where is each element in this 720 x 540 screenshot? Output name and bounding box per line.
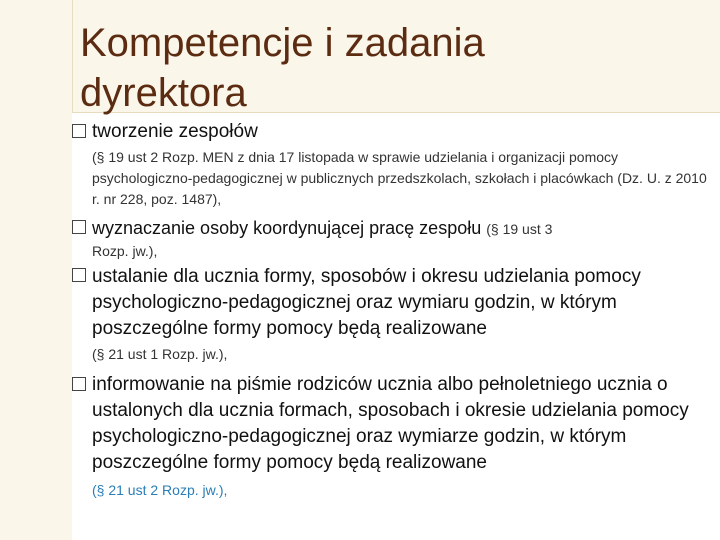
bullet-item-3-ref: (§ 21 ust 1 Rozp. jw.), (92, 346, 228, 362)
decorative-frame-line (72, 0, 73, 112)
slide-title-line-2: dyrektora (80, 71, 247, 115)
bullet-item-4 (72, 372, 708, 501)
bullet-item-2 (72, 216, 708, 262)
slide-title (80, 18, 700, 118)
bullet-item-3 (72, 264, 708, 365)
bullet-item-1-note: (§ 19 ust 2 Rozp. MEN z dnia 17 listopada w sprawie udzielania i organizacji pomocy psychologiczno-pedagogicznej w publicznych przedszkolach, szkołach i placówkach (Dz. U. z 2010 r. nr 228, poz. 1487), (92, 149, 707, 207)
bullet-item-1-text: tworzenie zespołów (92, 121, 258, 142)
checkbox-bullet-icon (72, 268, 86, 282)
bullet-item-4-text: informowanie na piśmie rodziców ucznia albo pełnoletniego ucznia o ustalonych dla ucznia formach, sposobach i okresie udzielania pomocy psychologiczno-pedagogicznej oraz wymiarze godzin, w którym poszczególne formy pomocy będą realizowane (92, 374, 689, 473)
checkbox-bullet-icon (72, 124, 86, 138)
checkbox-bullet-icon (72, 220, 86, 234)
bullet-item-2-text: wyznaczanie osoby koordynującej pracę zespołu (92, 218, 482, 238)
bullet-item-1 (72, 120, 708, 210)
slide-title-line-1: Kompetencje i zadania (80, 21, 485, 65)
bullet-item-2-ref-cont: Rozp. jw.), (92, 243, 158, 259)
checkbox-bullet-icon (72, 377, 86, 391)
bullet-item-4-ref: (§ 21 ust 2 Rozp. jw.), (92, 482, 228, 498)
bullet-item-3-text: ustalanie dla ucznia formy, sposobów i okresu udzielania pomocy psychologiczno-pedagogicznej oraz wymiaru godzin, w którym poszczególne formy pomocy będą realizowane (92, 266, 641, 339)
decorative-frame-left (0, 0, 72, 540)
bullet-item-2-ref-inline: (§ 19 ust 3 (486, 221, 553, 237)
